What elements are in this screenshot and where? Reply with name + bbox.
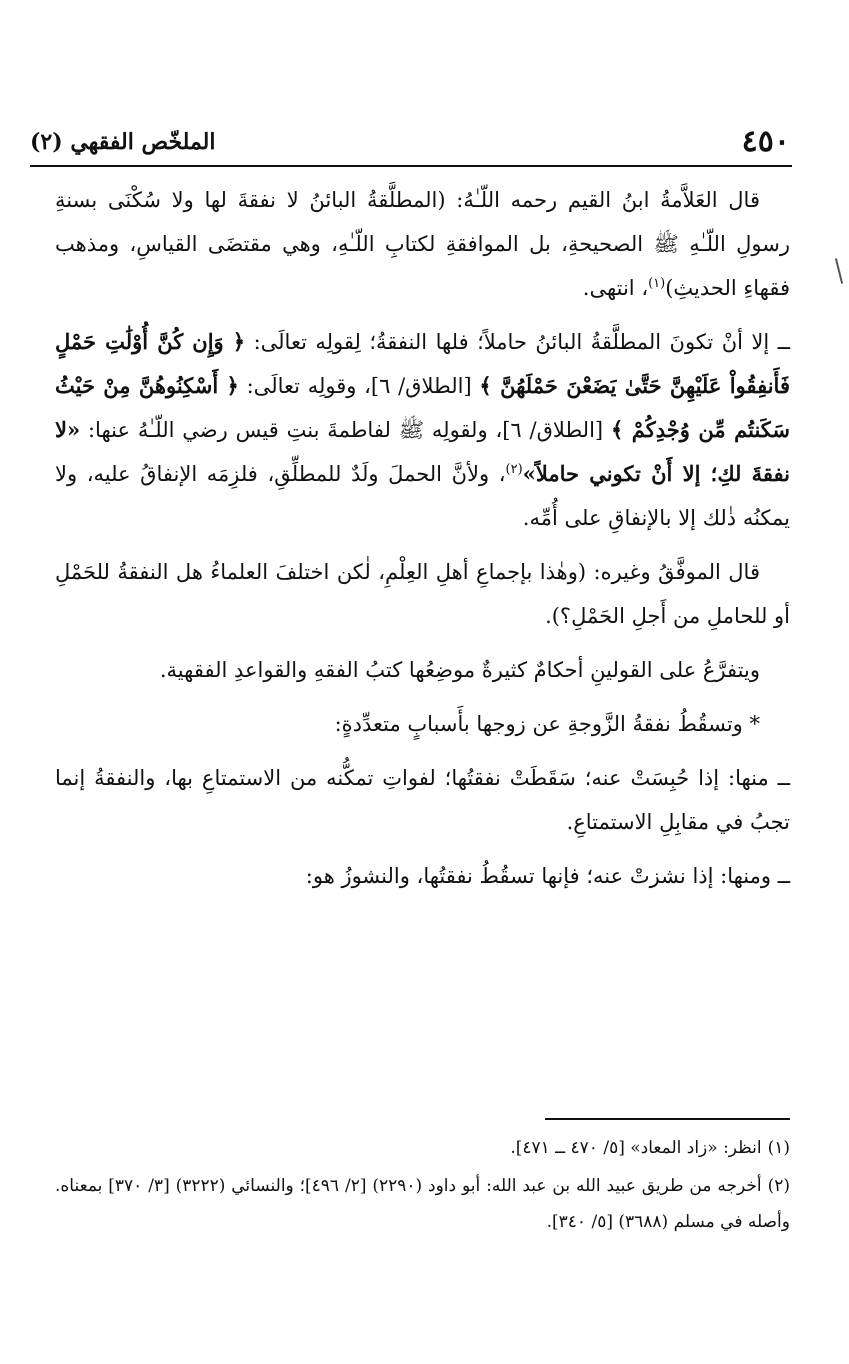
paragraph-muwaffaq: قال الموفَّقُ وغيره: (وهٰذا بإجماعِ أهلِ العِلْمِ، لٰكن اختلفَ العلماءُ هل النفقةُ للحَمْلِ أو للحاملِ من أَجلِ الحَمْلِ؟). — [55, 560, 790, 628]
footnote-1-text: انظر: «زاد المعاد» [٥/ ٤٧٠ ــ ٤٧١]. — [510, 1138, 762, 1158]
exception-intro: ــ إلا أنْ تكونَ المطلَّقةُ البائنُ حاملاً؛ فلها النفقةُ؛ لِقولِه تعالَى: — [253, 330, 790, 354]
header-divider — [30, 165, 792, 167]
paragraph-pregnant-exception — [55, 320, 790, 540]
page-header — [30, 118, 790, 162]
exception-reason: ، ولأنَّ الحملَ ولَدٌ للمطلِّقِ، فلزِمَه الإنفاقُ عليه، ولا يمكنُه ذٰلك إلا بالإنفاقِ على أُمِّه. — [55, 462, 790, 530]
running-title: الملخّص الفقهي (٢) — [30, 129, 216, 155]
paragraph-ibn-qayyim-quote — [55, 178, 790, 310]
paragraph-branching-rulings: ويتفرَّعُ على القولينِ أحكامٌ كثيرةٌ موضِعُها كتبُ الفقهِ والقواعدِ الفقهية. — [159, 658, 760, 682]
paragraph-imprisonment: ــ منها: إذا حُبِسَتْ عنه؛ سَقَطَتْ نفقتُها؛ لفواتِ تمكُّنه من الاستمتاعِ بها، والنفقةُ إنما تجبُ في مقابِلِ الاستمتاعِ. — [55, 766, 790, 834]
quran-verse-2: ﴿ أَسْكِنُوهُنَّ مِنْ حَيْثُ سَكَنتُم مِّن وُجْدِكُمْ ﴾ — [55, 373, 790, 442]
footnote-ref-1[interactable]: (١) — [648, 276, 666, 291]
footnote-2-text: أخرجه من طريق عبيد الله بن عبد الله: أبو داود (٢٢٩٠) [٢/ ٤٩٦]؛ والنسائي (٣٢٢٢) [٣/ ٣٧٠] بمعناه. وأصله في مسلم (٣٦٨٨) [٥/ ٣٤٠]. — [55, 1176, 790, 1232]
footnote-divider — [545, 1118, 790, 1120]
hadith-quote: «لا نفقةَ لكِ؛ إلا أَنْ تكوني حاملاً» — [55, 417, 790, 486]
footnote-2-number: (٢) — [767, 1176, 791, 1196]
quran-verse-1: ﴿ وَإِن كُنَّ أُوْلَٰتِ حَمْلٍ فَأَنفِقُواْ عَلَيْهِنَّ حَتَّىٰ يَضَعْنَ حَمْلَهُنَّ ﴾ — [55, 329, 790, 398]
paragraph-causes-heading: * وتسقُطُ نفقةُ الزَّوجةِ عن زوجها بأَسبابٍ متعدِّدةٍ: — [334, 712, 760, 736]
quote-end: ، انتهى. — [582, 276, 649, 300]
footnotes — [55, 1130, 790, 1242]
footnote-2 — [55, 1168, 790, 1240]
margin-mark — [835, 258, 843, 284]
footnote-1-number: (١) — [767, 1138, 790, 1158]
quote-text: قال العَلاَّمةُ ابنُ القيم رحمه اللّـٰهُ: (المطلَّقةُ البائنُ لا نفقةَ لها ولا سُكْنَى بسنةِ رسولِ اللّـٰهِ ﷺ الصحيحةِ، بل الموافقةِ لكتابِ اللّـٰهِ، وهي مقتضَى القياسِ، ومذهب فقهاءِ الحديثِ) — [55, 188, 790, 300]
verse-ref-2: [الطلاق/ ٦]، ولقولِه ﷺ لفاطمةَ بنتِ قيس رضي اللّـٰهُ عنها: — [87, 418, 604, 442]
footnote-1 — [55, 1130, 790, 1166]
footnote-ref-2[interactable]: (٢) — [505, 462, 523, 477]
page-number: ٤٥٠ — [741, 124, 790, 159]
paragraph-nushuz: ــ ومنها: إذا نشزتْ عنه؛ فإنها تسقُطُ نفقتُها، والنشوزُ هو: — [305, 864, 790, 888]
main-text — [55, 178, 790, 908]
verse-ref-1: [الطلاق/ ٦]، وقولِه تعالَى: — [246, 374, 472, 398]
